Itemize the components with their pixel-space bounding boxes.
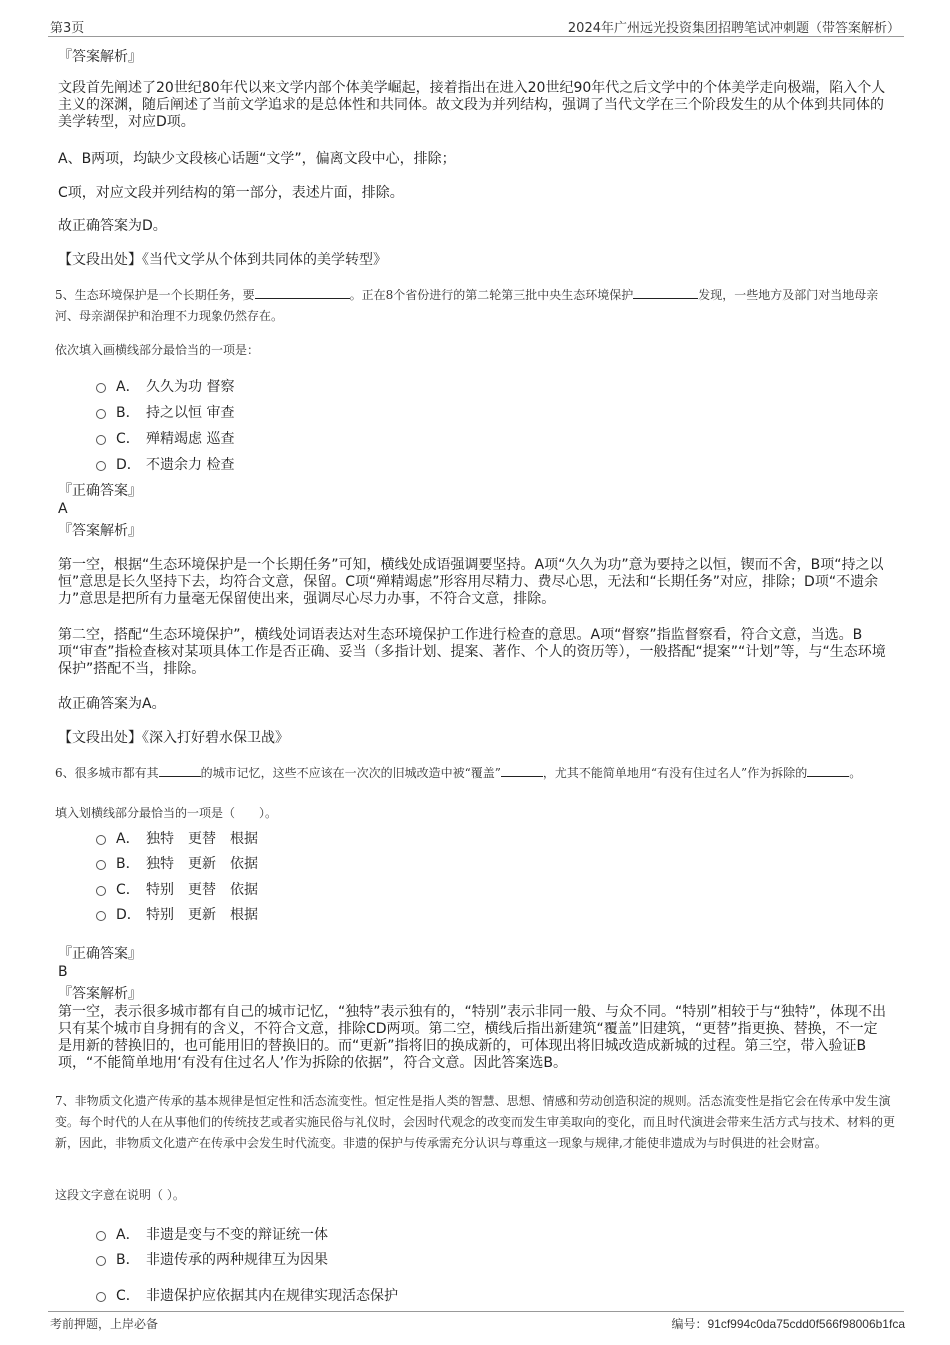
radio-icon[interactable] — [96, 860, 106, 870]
q5-analysis-p1: 第一空，根据“生态环境保护是一个长期任务”可知，横线处成语强调要坚持。A项“久久为功”意为要持之以恒，锲而不舍，B项“持之以恒”意思是长久坚持下去，均符合文意，保留。C项“殚精竭虑”形容用尽精力、费尽心思，无法和“长期任务”对应，排除；D项“不遗余力”意思是把所有力量毫无保留使出来，强调尽心尽力办事，不符合文意，排除。 — [58, 557, 884, 607]
radio-icon[interactable] — [96, 835, 106, 845]
q6-option-a[interactable]: A． 独特 更替 根据 — [96, 828, 258, 848]
radio-icon[interactable] — [96, 1256, 106, 1266]
radio-icon[interactable] — [96, 435, 106, 445]
radio-icon[interactable] — [96, 911, 106, 921]
radio-icon[interactable] — [96, 409, 106, 419]
footer-slogan: 考前押题，上岸必备 — [50, 1317, 159, 1331]
q5-source: 【文段出处】《深入打好碧水保卫战》 — [58, 730, 289, 746]
q6-analysis-label: 『答案解析』 — [58, 986, 142, 1002]
document-title: 2024年广州远光投资集团招聘笔试冲刺题（带答案解析） — [567, 21, 900, 36]
header-divider — [48, 36, 904, 37]
q4-analysis-p2: A、B两项，均缺少文段核心话题“文学”，偏离文段中心，排除； — [58, 151, 456, 167]
q4-analysis-p3: C项，对应文段并列结构的第一部分，表述片面，排除。 — [58, 185, 404, 201]
q7-option-a[interactable]: A． 非遗是变与不变的辩证统一体 — [96, 1224, 328, 1244]
q5-correct-label: 『正确答案』 — [58, 483, 142, 499]
radio-icon[interactable] — [96, 461, 106, 471]
q5-prompt: 依次填入画横线部分最恰当的一项是： — [55, 343, 260, 357]
q6-option-c[interactable]: C． 特别 更替 依据 — [96, 879, 258, 899]
document-code: 编号：91cf994c0da75cdd0f566f98006b1fca — [671, 1317, 905, 1331]
q7-option-b[interactable]: B． 非遗传承的两种规律互为因果 — [96, 1249, 328, 1269]
q6-option-d[interactable]: D． 特别 更新 根据 — [96, 904, 258, 924]
radio-icon[interactable] — [96, 1231, 106, 1241]
q4-source: 【文段出处】《当代文学从个体到共同体的美学转型》 — [58, 252, 387, 268]
radio-icon[interactable] — [96, 886, 106, 896]
q5-analysis-label: 『答案解析』 — [58, 523, 142, 539]
q6-option-b[interactable]: B． 独特 更新 依据 — [96, 853, 258, 873]
q4-analysis-p1: 文段首先阐述了20世纪80年代以来文学内部个体美学崛起，接着指出在进入20世纪90年代之后文学中的个体美学走向极端，陷入个人主义的深渊，随后阐述了当前文学追求的是总体性和共同体。故文段为并列结构，强调了当代文学在三个阶段发生的从个体到共同体的美学转型，对应D项。 — [58, 80, 886, 130]
q4-analysis-label: 『答案解析』 — [58, 49, 142, 65]
q7-stem: 7、非物质文化遗产传承的基本规律是恒定性和活态流变性。恒定性是指人类的智慧、思想、情感和劳动创造积淀的规则。活态流变性是指它会在传承中发生演变。每个时代的人在从事他们的传统技艺或者实施民俗与礼仪时，会因时代观念的改变而发生审美取向的变化，而且时代演进会带来生活方式与技术、材料的更新，因此，非物质文化遗产在传承中会发生时代流变。非遗的保护与传承需充分认识与尊重这一现象与规律,才能使非遗成为与时俱进的社会财富。 — [55, 1094, 896, 1150]
q5-analysis-p3: 故正确答案为A。 — [58, 696, 166, 712]
q5-option-a[interactable]: A． 久久为功 督察 — [96, 376, 234, 396]
radio-icon[interactable] — [96, 383, 106, 393]
q5-correct-answer: A — [58, 501, 68, 517]
q6-correct-answer: B — [58, 964, 68, 980]
q6-analysis-p1: 第一空，表示很多城市都有自己的城市记忆，“独特”表示独有的，“特别”表示非同一般、与众不同。“特别”相较于与“独特”，体现不出只有某个城市自身拥有的含义，不符合文意，排除CD两项。第二空，横线后指出新建筑“覆盖”旧建筑，“更替”指更换、替换，不一定是用新的替换旧的，也可能用旧的替换旧的。而“更新”指将旧的换成新的，可体现出将旧城改造成新城的过程。第三空，带入验证B项，“不能简单地用‘有没有住过名人’作为拆除的依据”，符合文意。因此答案选B。 — [58, 1004, 887, 1071]
q4-analysis-p4: 故正确答案为D。 — [58, 218, 167, 234]
q7-option-c[interactable]: C． 非遗保护应依据其内在规律实现活态保护 — [96, 1285, 398, 1305]
radio-icon[interactable] — [96, 1292, 106, 1302]
q5-stem: 5、生态环境保护是一个长期任务，要 。正在8个省份进行的第二轮第三批中央生态环境保护 发现，一些地方及部门对当地母亲河、母亲湖保护和治理不力现象仍然存在。 — [55, 288, 879, 323]
page-number: 第3页 — [50, 21, 85, 36]
q6-prompt: 填入划横线部分最恰当的一项是（ ）。 — [55, 806, 278, 820]
footer-divider — [48, 1311, 904, 1312]
q5-option-d[interactable]: D． 不遗余力 检查 — [96, 454, 234, 474]
q5-analysis-p2: 第二空，搭配“生态环境保护”，横线处词语表达对生态环境保护工作进行检查的意思。A项“督察”指监督察看，符合文意，当选。B项“审查”指检查核对某项具体工作是否正确、妥当（多指计划、提案、著作、个人的资历等），一般搭配“提案”“计划”等，与“生态环境保护”搭配不当，排除。 — [58, 627, 886, 677]
q7-prompt: 这段文字意在说明（ ）。 — [55, 1188, 185, 1202]
q6-stem: 6、很多城市都有其 的城市记忆，这些不应该在一次次的旧城改造中被“覆盖” ，尤其不能简单地用“有没有住过名人”作为拆除的 。 — [55, 766, 862, 780]
q5-option-c[interactable]: C． 殚精竭虑 巡查 — [96, 428, 234, 448]
q6-correct-label: 『正确答案』 — [58, 946, 142, 962]
q5-option-b[interactable]: B． 持之以恒 审查 — [96, 402, 234, 422]
